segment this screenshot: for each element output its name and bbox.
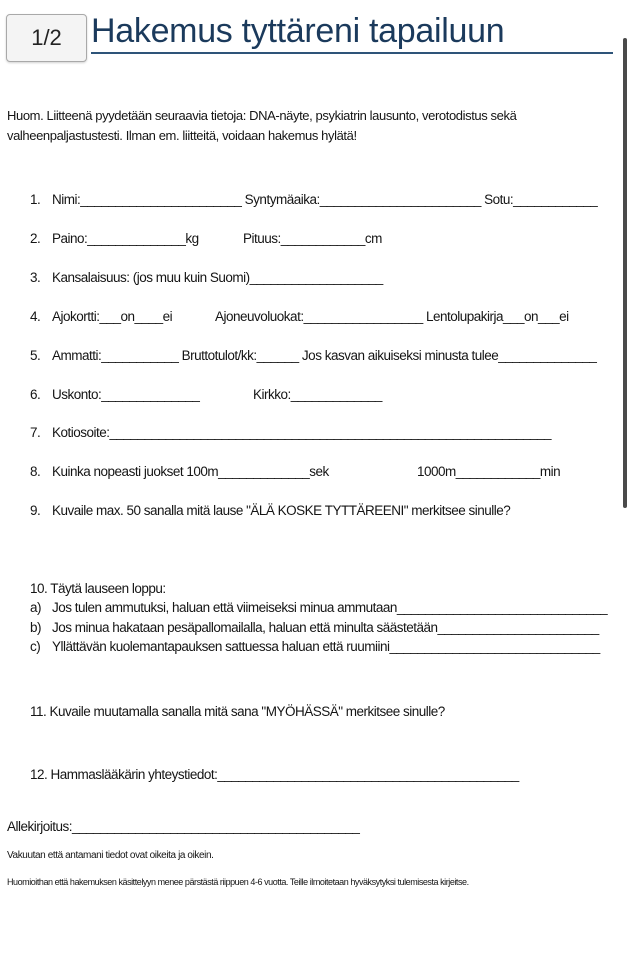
question-number: 7. — [30, 425, 41, 440]
sub-item-letter: c) — [30, 639, 41, 654]
question-number: 12. — [30, 767, 48, 782]
question-text: Ammatti:___________ Bruttotulot/kk:______ Jos kasvan aikuiseksi minusta tulee______________ — [52, 348, 597, 363]
sub-item-a — [30, 599, 607, 617]
question-number: 8. — [30, 464, 41, 479]
sub-item-b — [30, 619, 599, 637]
question-11 — [30, 703, 445, 721]
question-number: 5. — [30, 348, 41, 363]
sub-item-letter: b) — [30, 620, 42, 635]
question-text: Täytä lauseen loppu: — [50, 581, 166, 596]
sub-item-text: Jos tulen ammutuksi, haluan että viimeiseksi minua ammutaan______________________________ — [52, 600, 608, 615]
question-number: 6. — [30, 387, 41, 402]
question-2 — [30, 230, 199, 248]
page-indicator: 1/2 — [6, 14, 87, 62]
question-number: 2. — [30, 231, 41, 246]
question-number: 4. — [30, 309, 41, 324]
question-4 — [30, 308, 172, 326]
signature-line: Allekirjoitus:_________________________________________ — [7, 819, 360, 834]
question-text: Kuinka nopeasti juokset 100m_____________sek — [52, 464, 329, 479]
question-number: 1. — [30, 192, 41, 207]
question-8-1000m: 1000m____________min — [417, 464, 561, 479]
question-text: Kotiosoite:_______________________________________________________________ — [52, 425, 552, 440]
footer-confirmation: Vakuutan että antamani tiedot ovat oikeita ja oikein. — [7, 850, 214, 861]
question-10 — [30, 580, 166, 598]
question-6-church: Kirkko:_____________ — [253, 387, 382, 402]
page-title: Hakemus tyttäreni tapailuun — [91, 12, 505, 50]
sub-item-c — [30, 638, 600, 656]
sub-item-text: Jos minua hakataan pesäpallomailalla, haluan että minulta säästetään_______________________ — [52, 620, 599, 635]
scroll-edge — [623, 38, 627, 508]
question-8 — [30, 463, 329, 481]
question-12 — [30, 766, 519, 784]
question-number: 3. — [30, 270, 41, 285]
question-9 — [30, 502, 510, 520]
question-7 — [30, 424, 551, 442]
question-3 — [30, 269, 383, 287]
sub-item-text: Yllättävän kuolemantapauksen sattuessa haluan että ruumiini______________________________ — [52, 639, 600, 654]
question-number: 10. — [30, 581, 48, 596]
title-underline — [91, 52, 613, 54]
footer-processing-note: Huomioithan että hakemuksen käsittelyyn menee pärstästä riippuen 4-6 vuotta. Teille ilmoitetaan hyväksytyksi tulemisesta kirjeitse. — [7, 877, 469, 887]
question-6 — [30, 386, 199, 404]
question-text: Kansalaisuus: (jos muu kuin Suomi)___________________ — [52, 270, 383, 285]
question-text: Ajokortti:___on____ei — [52, 309, 173, 324]
question-number: 9. — [30, 503, 41, 518]
question-text: Uskonto:______________ — [52, 387, 200, 402]
question-text: Kuvaile muutamalla sanalla mitä sana "MYÖHÄSSÄ" merkitsee sinulle? — [49, 704, 445, 719]
question-number: 11. — [30, 704, 47, 719]
sub-item-letter: a) — [30, 600, 42, 615]
question-text: Paino:______________kg — [52, 231, 199, 246]
question-text: Nimi:_______________________ Syntymäaika:_______________________ Sotu:____________ — [52, 192, 598, 207]
question-2-height: Pituus:____________cm — [243, 231, 382, 246]
question-4-vehicle: Ajoneuvoluokat:_________________ Lentolupakirja___on___ei — [215, 309, 569, 324]
question-1 — [30, 191, 597, 209]
question-text: Hammaslääkärin yhteystiedot:___________________________________________ — [50, 767, 519, 782]
intro-text: Huom. Liitteenä pyydetään seuraavia tietoja: DNA-näyte, psykiatrin lausunto, verotodistus sekä valheenpaljastustesti. Ilman em. liitteitä, voidaan hakemus hylätä! — [7, 108, 517, 143]
question-5 — [30, 347, 596, 365]
question-text: Kuvaile max. 50 sanalla mitä lause "ÄLÄ KOSKE TYTTÄREENI" merkitsee sinulle? — [52, 503, 511, 518]
